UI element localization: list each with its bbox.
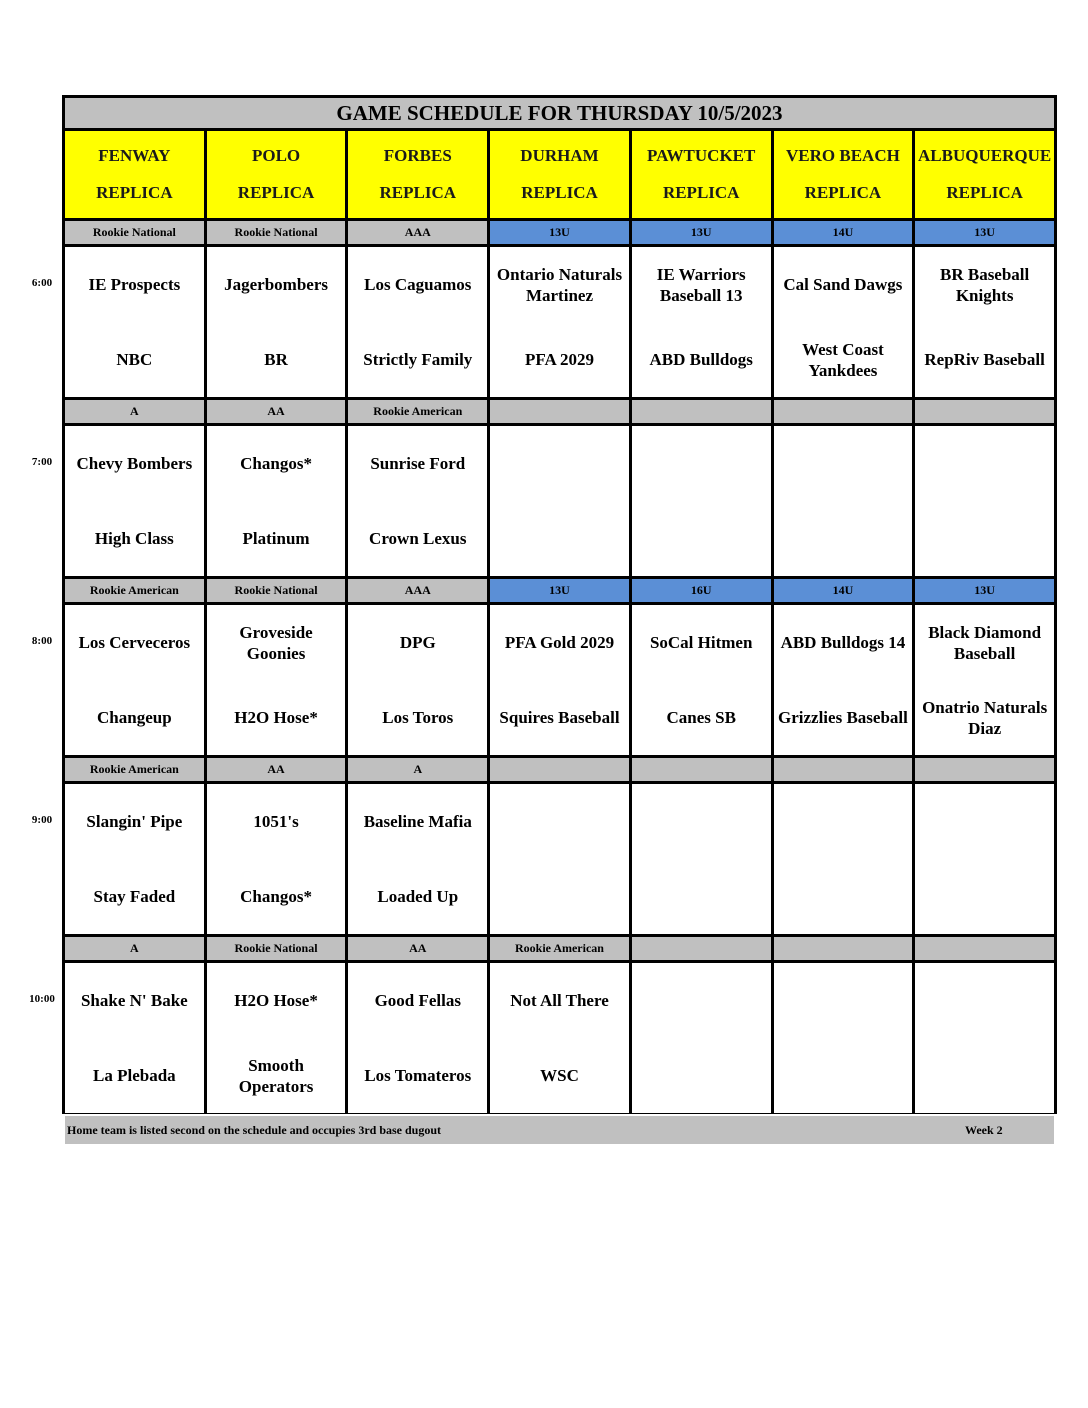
field-header: [65, 131, 204, 218]
home-team: WSC: [540, 1066, 579, 1085]
division-label: [915, 758, 1054, 781]
home-team: [490, 501, 629, 576]
away-team: Jagerbombers: [224, 275, 328, 294]
away-team: Los Cerveceros: [78, 633, 191, 652]
away-team: [632, 426, 771, 501]
division-label: Rookie National: [207, 937, 346, 960]
home-team: Los Tomateros: [364, 1066, 472, 1085]
game-cell: [348, 247, 487, 397]
home-team: ABD Bulldogs: [649, 350, 753, 369]
division-label: [915, 937, 1054, 960]
away-team: [915, 426, 1054, 501]
game-cell: [774, 963, 913, 1113]
away-team: Changos*: [240, 454, 312, 473]
field-subtitle: REPLICA: [237, 183, 315, 203]
time-label: 10:00: [29, 993, 55, 1005]
division-label: AAA: [348, 221, 487, 244]
field-name: VERO BEACH: [786, 145, 900, 165]
home-team: Changeup: [97, 708, 172, 727]
game-cell: [915, 605, 1054, 755]
home-team: [915, 501, 1054, 576]
field-name: POLO: [251, 145, 301, 165]
away-team: Chevy Bombers: [76, 454, 193, 473]
division-label: Rookie National: [207, 579, 346, 602]
division-label: Rookie American: [65, 758, 204, 781]
away-team: DPG: [399, 633, 436, 652]
field-name: DURHAM: [520, 145, 599, 165]
home-team: [490, 859, 629, 934]
away-team: Black Diamond Baseball: [928, 622, 1042, 663]
home-team: [774, 1038, 913, 1113]
game-cell: [490, 963, 629, 1113]
game-cell: [632, 247, 771, 397]
away-team: PFA Gold 2029: [504, 633, 615, 652]
game-cell: [65, 605, 204, 755]
home-team: Canes SB: [666, 708, 736, 727]
division-label: [632, 400, 771, 423]
division-label: [915, 400, 1054, 423]
field-name: FORBES: [383, 145, 452, 165]
division-label: 14U: [774, 579, 913, 602]
division-label: 16U: [632, 579, 771, 602]
schedule-footer: [65, 1116, 1054, 1144]
division-label: AAA: [348, 579, 487, 602]
field-subtitle: REPLICA: [946, 183, 1023, 203]
home-team: PFA 2029: [524, 350, 595, 369]
field-header: [774, 131, 913, 218]
game-cell: [915, 247, 1054, 397]
game-cell: [348, 963, 487, 1113]
division-label: 13U: [490, 579, 629, 602]
game-cell: [915, 784, 1054, 934]
away-team: Shake N' Bake: [80, 991, 188, 1010]
division-label: A: [65, 400, 204, 423]
home-team: Strictly Family: [363, 350, 473, 369]
field-header: [915, 131, 1054, 218]
field-header: [207, 131, 346, 218]
field-subtitle: REPLICA: [521, 183, 598, 203]
home-team: [774, 501, 913, 576]
away-team: [915, 963, 1054, 1038]
away-team: ABD Bulldogs 14: [780, 633, 906, 652]
home-team: Platinum: [242, 529, 310, 548]
division-label: Rookie National: [65, 221, 204, 244]
away-team: H2O Hose*: [234, 991, 318, 1010]
field-subtitle: REPLICA: [379, 183, 457, 203]
game-cell: [65, 784, 204, 934]
away-team: [774, 426, 913, 501]
field-name: ALBUQUERQUE: [918, 145, 1052, 165]
division-label: AA: [207, 400, 346, 423]
field-subtitle: REPLICA: [96, 183, 173, 203]
away-team: 1051's: [253, 812, 299, 831]
division-label: 13U: [490, 221, 629, 244]
field-header: [632, 131, 771, 218]
division-label: 13U: [915, 579, 1054, 602]
division-label: Rookie American: [490, 937, 629, 960]
time-label: 6:00: [31, 277, 53, 289]
division-label: AA: [348, 937, 487, 960]
home-team: [915, 1038, 1054, 1113]
time-label: 9:00: [31, 814, 53, 826]
division-label: 13U: [915, 221, 1054, 244]
division-label: [490, 758, 629, 781]
division-label: [774, 937, 913, 960]
game-cell: [490, 426, 629, 576]
division-label: A: [348, 758, 487, 781]
footer-note: Home team is listed second on the schedule and occupies 3rd base dugout: [67, 1123, 442, 1137]
away-team: Ontario Naturals Martinez: [496, 264, 623, 305]
game-cell: [915, 963, 1054, 1113]
away-team: [774, 784, 913, 859]
game-cell: [632, 426, 771, 576]
away-team: Slangin' Pipe: [86, 812, 183, 831]
division-label: [774, 400, 913, 423]
schedule-grid: [65, 98, 1054, 1137]
game-cell: [632, 963, 771, 1113]
game-cell: [774, 426, 913, 576]
division-label: [632, 937, 771, 960]
away-team: Baseline Mafia: [363, 812, 472, 831]
away-team: Sunrise Ford: [370, 454, 466, 473]
home-team: BR: [264, 350, 288, 369]
game-cell: [348, 784, 487, 934]
home-team: [915, 859, 1054, 934]
home-team: Los Toros: [382, 708, 454, 727]
game-cell: [207, 784, 346, 934]
away-team: [774, 963, 913, 1038]
field-name: FENWAY: [98, 145, 171, 165]
away-team: Cal Sand Dawgs: [783, 275, 903, 294]
game-cell: [774, 784, 913, 934]
away-team: Good Fellas: [374, 991, 461, 1010]
away-team: Los Caguamos: [364, 275, 472, 294]
game-cell: [348, 426, 487, 576]
game-cell: [207, 963, 346, 1113]
away-team: SoCal Hitmen: [649, 633, 753, 652]
home-team: Crown Lexus: [369, 529, 467, 548]
game-cell: [207, 426, 346, 576]
home-team: High Class: [94, 529, 174, 548]
division-label: [490, 400, 629, 423]
away-team: BR Baseball Knights: [939, 264, 1030, 305]
game-cell: [65, 426, 204, 576]
division-label: Rookie American: [65, 579, 204, 602]
away-team: Not All There: [510, 991, 609, 1010]
home-team: H2O Hose*: [234, 708, 318, 727]
division-label: Rookie National: [207, 221, 346, 244]
field-subtitle: REPLICA: [804, 183, 882, 203]
game-cell: [490, 247, 629, 397]
home-team: RepRiv Baseball: [924, 350, 1045, 369]
division-label: A: [65, 937, 204, 960]
division-label: AA: [207, 758, 346, 781]
game-cell: [207, 247, 346, 397]
game-cell: [490, 784, 629, 934]
away-team: IE Prospects: [88, 275, 181, 294]
home-team: West Coast Yankdees: [802, 339, 884, 380]
away-team: [632, 784, 771, 859]
field-name: PAWTUCKET: [647, 145, 756, 165]
away-team: Groveside Goonies: [239, 622, 313, 663]
week-label: Week 2: [965, 1123, 1003, 1137]
game-cell: [774, 247, 913, 397]
game-cell: [632, 784, 771, 934]
home-team: Loaded Up: [377, 887, 459, 906]
time-label: 7:00: [31, 456, 53, 468]
field-header: [490, 131, 629, 218]
division-label: 14U: [774, 221, 913, 244]
division-label: [632, 758, 771, 781]
game-cell: [348, 605, 487, 755]
field-header: [348, 131, 487, 218]
home-team: Grizzlies Baseball: [778, 708, 908, 727]
home-team: Onatrio Naturals Diaz: [922, 697, 1048, 738]
schedule-table: [62, 95, 1057, 1137]
home-team: Changos*: [240, 887, 312, 906]
division-label: 13U: [632, 221, 771, 244]
home-team: Smooth Operators: [238, 1055, 314, 1096]
game-cell: [65, 247, 204, 397]
away-team: [490, 426, 629, 501]
division-label: Rookie American: [348, 400, 487, 423]
field-subtitle: REPLICA: [662, 183, 740, 203]
home-team: Stay Faded: [93, 887, 176, 906]
away-team: [632, 963, 771, 1038]
game-cell: [207, 605, 346, 755]
schedule-title: GAME SCHEDULE FOR THURSDAY 10/5/2023: [65, 98, 1054, 128]
away-team: [915, 784, 1054, 859]
home-team: [632, 1038, 771, 1113]
home-team: La Plebada: [93, 1066, 176, 1085]
time-label: 8:00: [31, 635, 53, 647]
division-label: [774, 758, 913, 781]
away-team: IE Warriors Baseball 13: [656, 264, 746, 305]
game-cell: [915, 426, 1054, 576]
game-cell: [632, 605, 771, 755]
home-team: NBC: [116, 350, 153, 369]
home-team: Squires Baseball: [499, 708, 620, 727]
away-team: [490, 784, 629, 859]
game-cell: [65, 963, 204, 1113]
game-cell: [490, 605, 629, 755]
home-team: [632, 501, 771, 576]
home-team: [774, 859, 913, 934]
home-team: [632, 859, 771, 934]
game-cell: [774, 605, 913, 755]
